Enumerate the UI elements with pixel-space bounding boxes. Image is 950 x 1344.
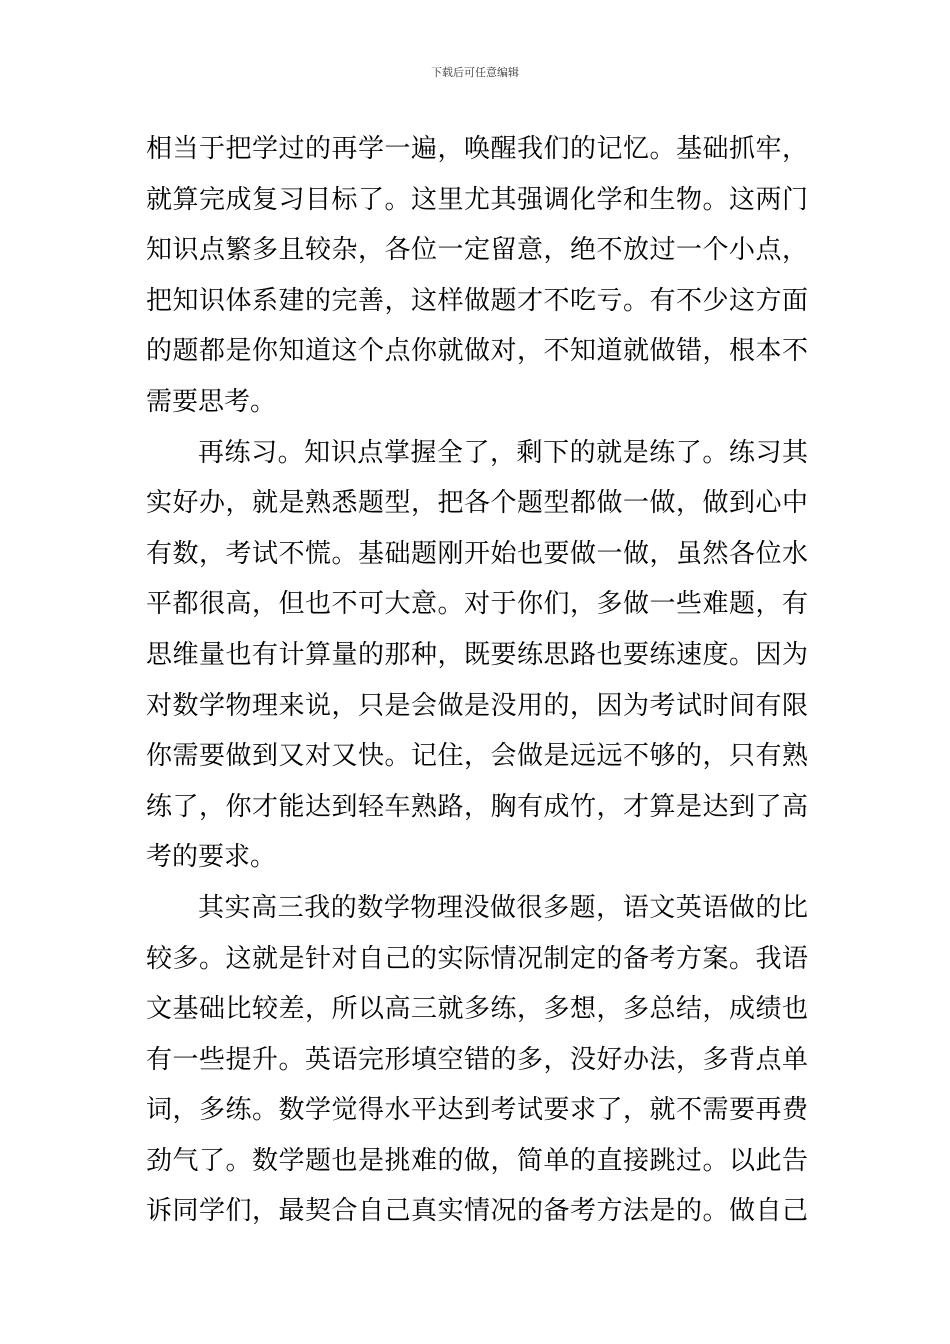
text-line: 平都很高，但也不可大意。对于你们，多做一些难题，有 bbox=[146, 589, 808, 620]
text-line: 对数学物理来说，只是会做是没用的，因为考试时间有限 bbox=[146, 690, 808, 721]
text-line: 有一些提升。英语完形填空错的多，没好办法，多背点单 bbox=[146, 1044, 808, 1075]
text-line: 你需要做到又对又快。记住，会做是远远不够的，只有熟 bbox=[146, 741, 808, 772]
text-line: 练了，你才能达到轻车熟路，胸有成竹，才算是达到了高 bbox=[146, 791, 808, 822]
text-line: 相当于把学过的再学一遍，唤醒我们的记忆。基础抓牢， bbox=[146, 134, 808, 164]
text-line: 就算完成复习目标了。这里尤其强调化学和生物。这两门 bbox=[146, 184, 808, 215]
text-line: 劲气了。数学题也是挑难的做，简单的直接跳过。以此告 bbox=[146, 1145, 808, 1176]
text-line: 词，多练。数学觉得水平达到考试要求了，就不需要再费 bbox=[146, 1095, 808, 1126]
text-line: 有数，考试不慌。基础题刚开始也要做一做，虽然各位水 bbox=[146, 538, 808, 569]
document-body bbox=[146, 124, 808, 1237]
paragraph-first-line: 其实高三我的数学物理没做很多题，语文英语做的比 bbox=[198, 892, 808, 923]
text-line: 把知识体系建的完善，这样做题才不吃亏。有不少这方面 bbox=[146, 285, 808, 316]
text-line: 文基础比较差，所以高三就多练，多想，多总结，成绩也 bbox=[146, 994, 808, 1025]
text-line: 实好办，就是熟悉题型，把各个题型都做一做，做到心中 bbox=[146, 488, 808, 519]
text-line: 知识点繁多且较杂，各位一定留意，绝不放过一个小点， bbox=[146, 235, 808, 266]
text-line: 思维量也有计算量的那种，既要练思路也要练速度。因为 bbox=[146, 639, 808, 670]
text-line: 的题都是你知道这个点你就做对，不知道就做错，根本不 bbox=[146, 336, 808, 367]
page-header-note: 下载后可任意编辑 bbox=[431, 66, 519, 79]
text-line: 考的要求。 bbox=[146, 842, 277, 873]
text-line: 需要思考。 bbox=[146, 386, 277, 417]
paragraph-first-line: 再练习。知识点掌握全了，剩下的就是练了。练习其 bbox=[198, 437, 808, 468]
text-line: 较多。这就是针对自己的实际情况制定的备考方案。我语 bbox=[146, 943, 808, 974]
text-line: 诉同学们，最契合自己真实情况的备考方法是的。做自己 bbox=[146, 1196, 808, 1227]
